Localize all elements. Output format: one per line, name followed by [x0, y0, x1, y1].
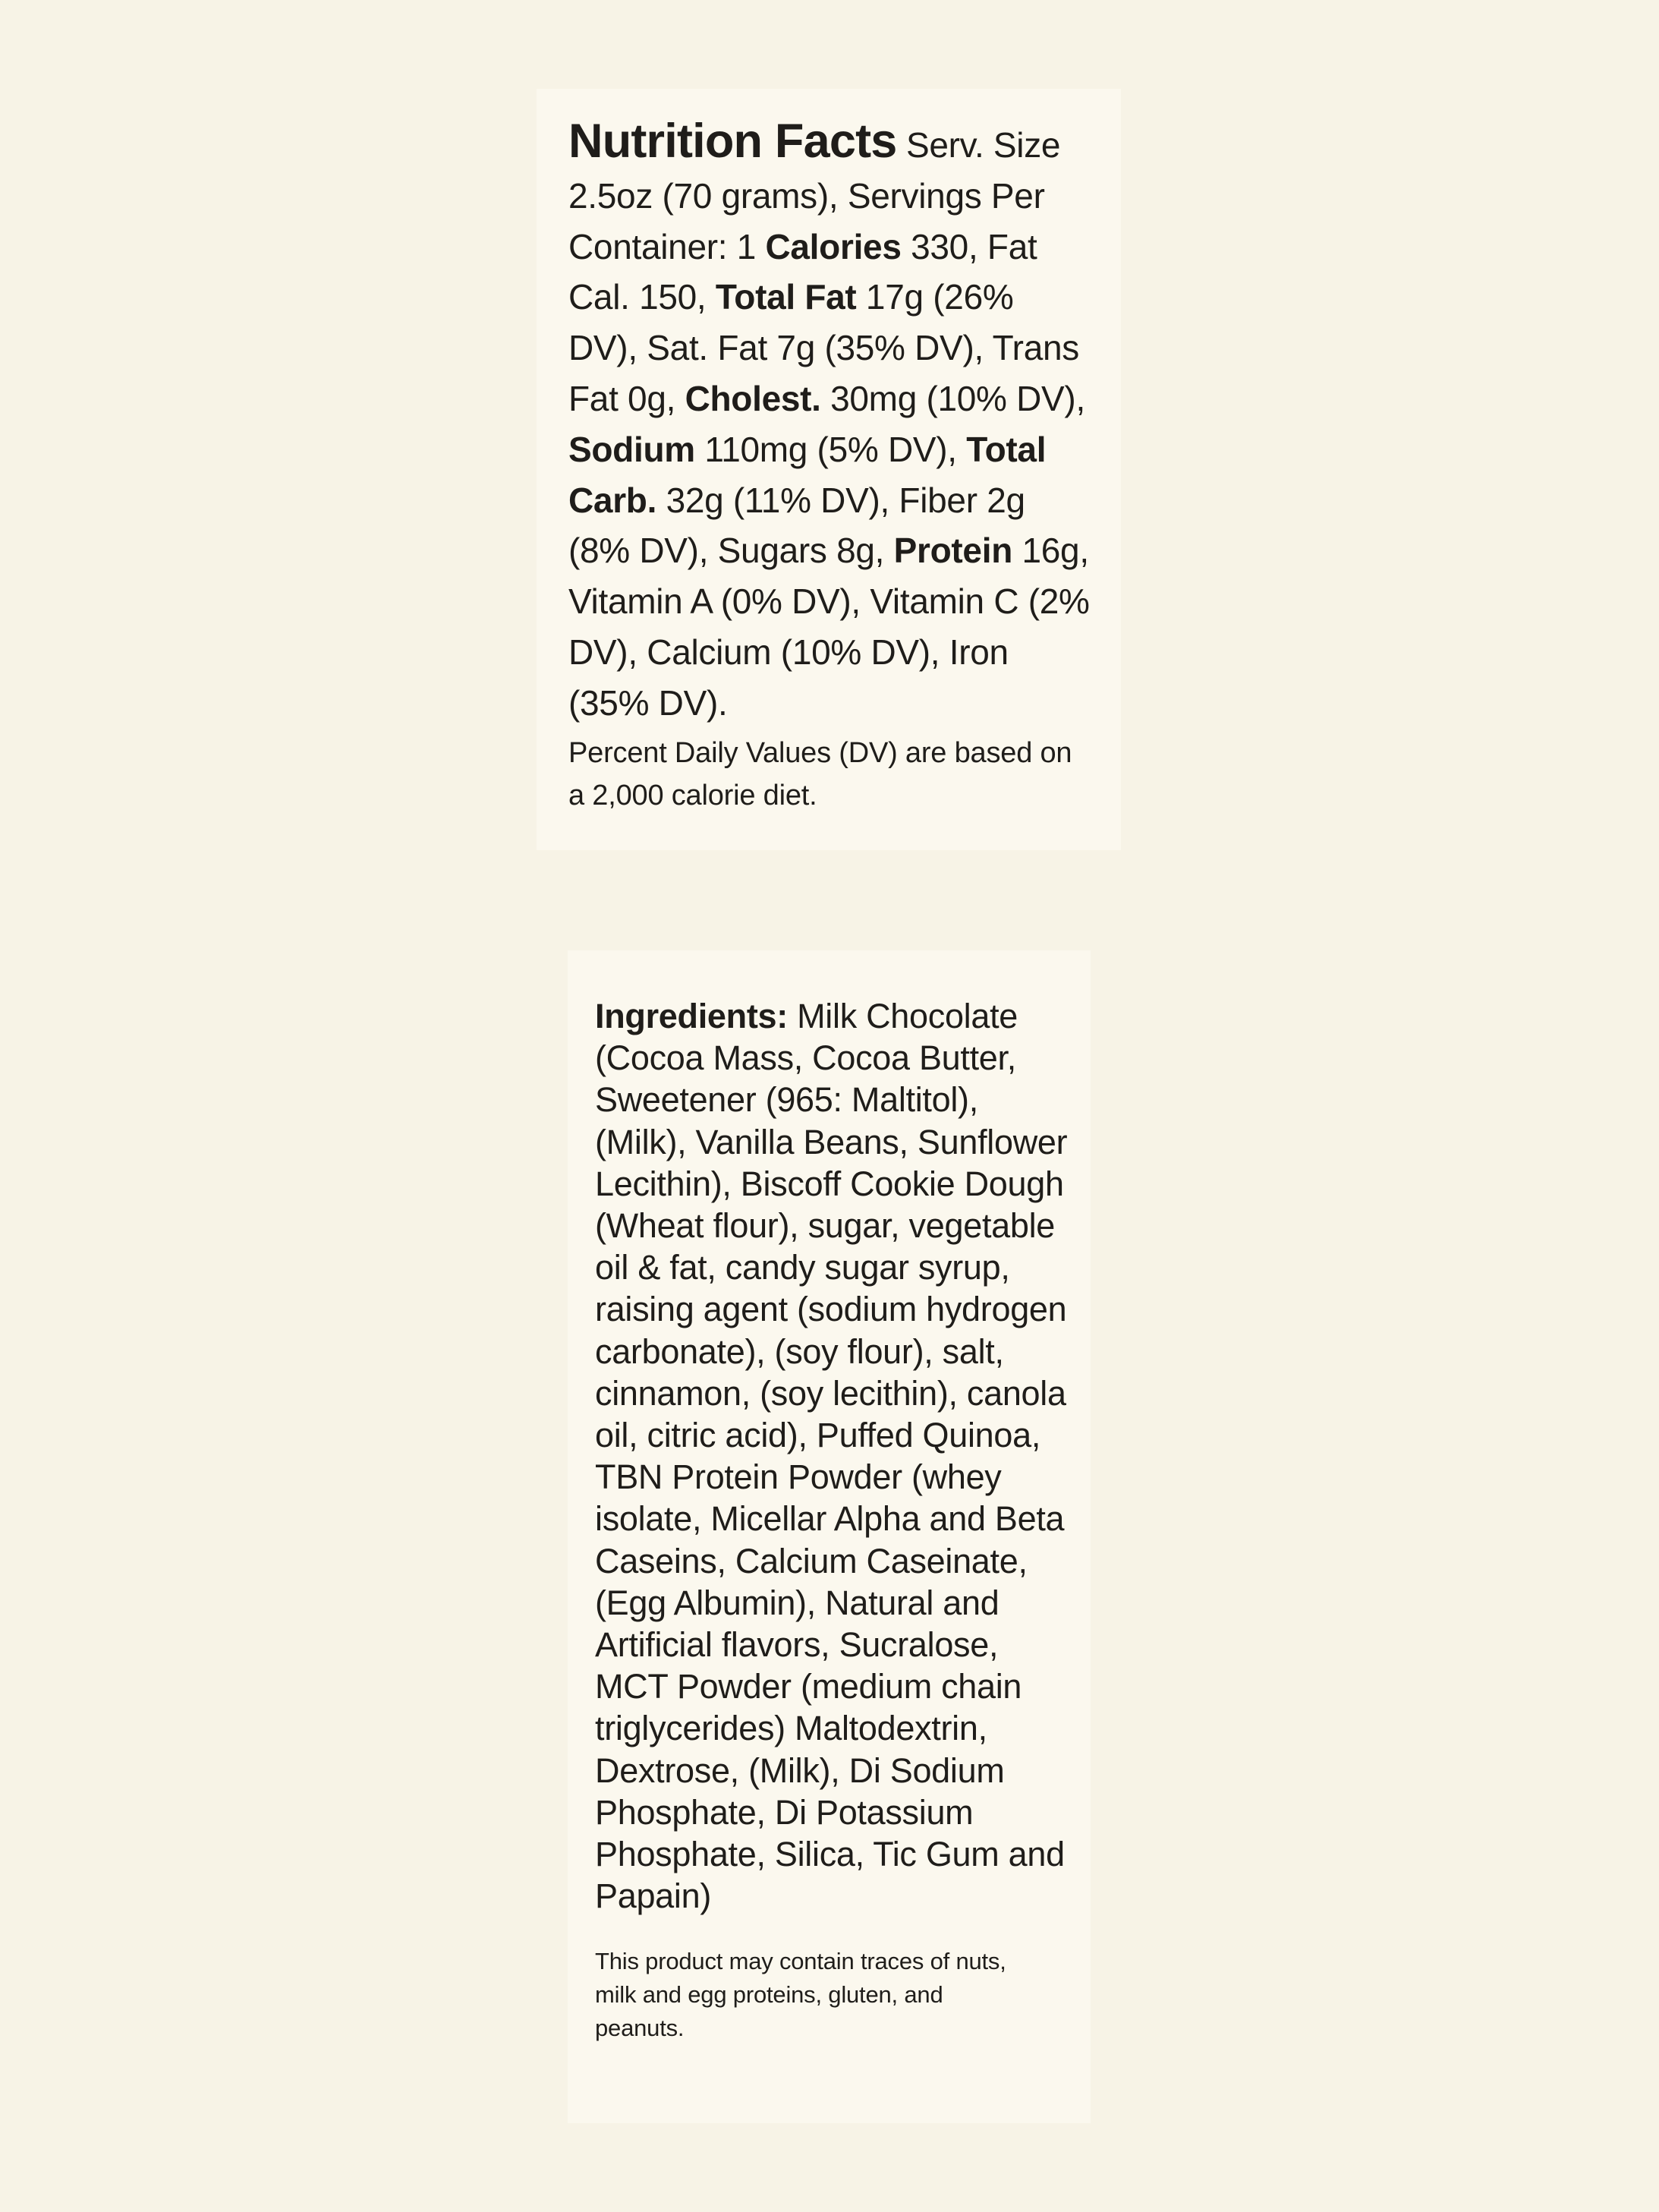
protein-value: 16g, Vitamin A (0% DV), Vitamin C (2% DV), Calcium (10% DV), Iron (35% DV).	[568, 531, 1090, 723]
serving-size-value: 2.5oz (70 grams), Servings Per Container: 1	[568, 175, 1045, 266]
cholesterol-label: Cholest.	[685, 378, 821, 418]
total-fat-label: Total Fat	[715, 277, 857, 317]
allergen-note: This product may contain traces of nuts, milk and egg proteins, gluten, and peanuts.	[595, 1948, 1006, 2042]
nutrition-facts-text	[568, 116, 1091, 729]
ingredients-text	[595, 995, 1075, 1917]
ingredients-list: Milk Chocolate (Cocoa Mass, Cocoa Butter, Sweetener (965: Maltitol), (Milk), Vanilla Beans, Sunflower Lecithin), Biscoff Cookie Dough (Wheat flour), sugar, vegetable oil & fat, candy sugar syrup, raising agent (sodium hydrogen carbonate), (soy flour), salt, cinnamon, (soy lecithin), canola oil, citric acid), Puffed Quinoa, TBN Protein Powder (whey isolate, Micellar Alpha and Beta Caseins, Calcium Caseinate, (Egg Albumin), Natural and Artificial flavors, Sucralose, MCT Powder (medium chain triglycerides) Maltodextrin, Dextrose, (Milk), Di Sodium Phosphate, Di Potassium Phosphate, Silica, Tic Gum and Papain)	[595, 997, 1068, 1916]
total-carb-value: 32g (11% DV), Fiber 2g (8% DV), Sugars 8g,	[568, 480, 1025, 571]
cholesterol-value: 30mg (10% DV),	[820, 378, 1085, 418]
ingredients-label: Ingredients:	[595, 997, 788, 1035]
sodium-label: Sodium	[568, 429, 695, 469]
sodium-value: 110mg (5% DV),	[694, 429, 967, 469]
nutrition-facts-panel	[537, 89, 1121, 850]
total-fat-value: 17g (26% DV), Sat. Fat 7g (35% DV), Trans Fat 0g,	[568, 277, 1079, 418]
calories-value: 330, Fat Cal. 150,	[568, 226, 1037, 317]
ingredients-panel	[568, 950, 1091, 2123]
protein-label: Protein	[893, 531, 1012, 571]
total-carb-label: Total Carb.	[568, 429, 1047, 520]
serving-size-label: Serv. Size	[896, 125, 1061, 165]
calories-label: Calories	[765, 226, 902, 266]
daily-value-note: Percent Daily Values (DV) are based on a 2,000 calorie diet.	[568, 736, 1072, 811]
nutrition-facts-title: Nutrition Facts	[568, 115, 897, 168]
